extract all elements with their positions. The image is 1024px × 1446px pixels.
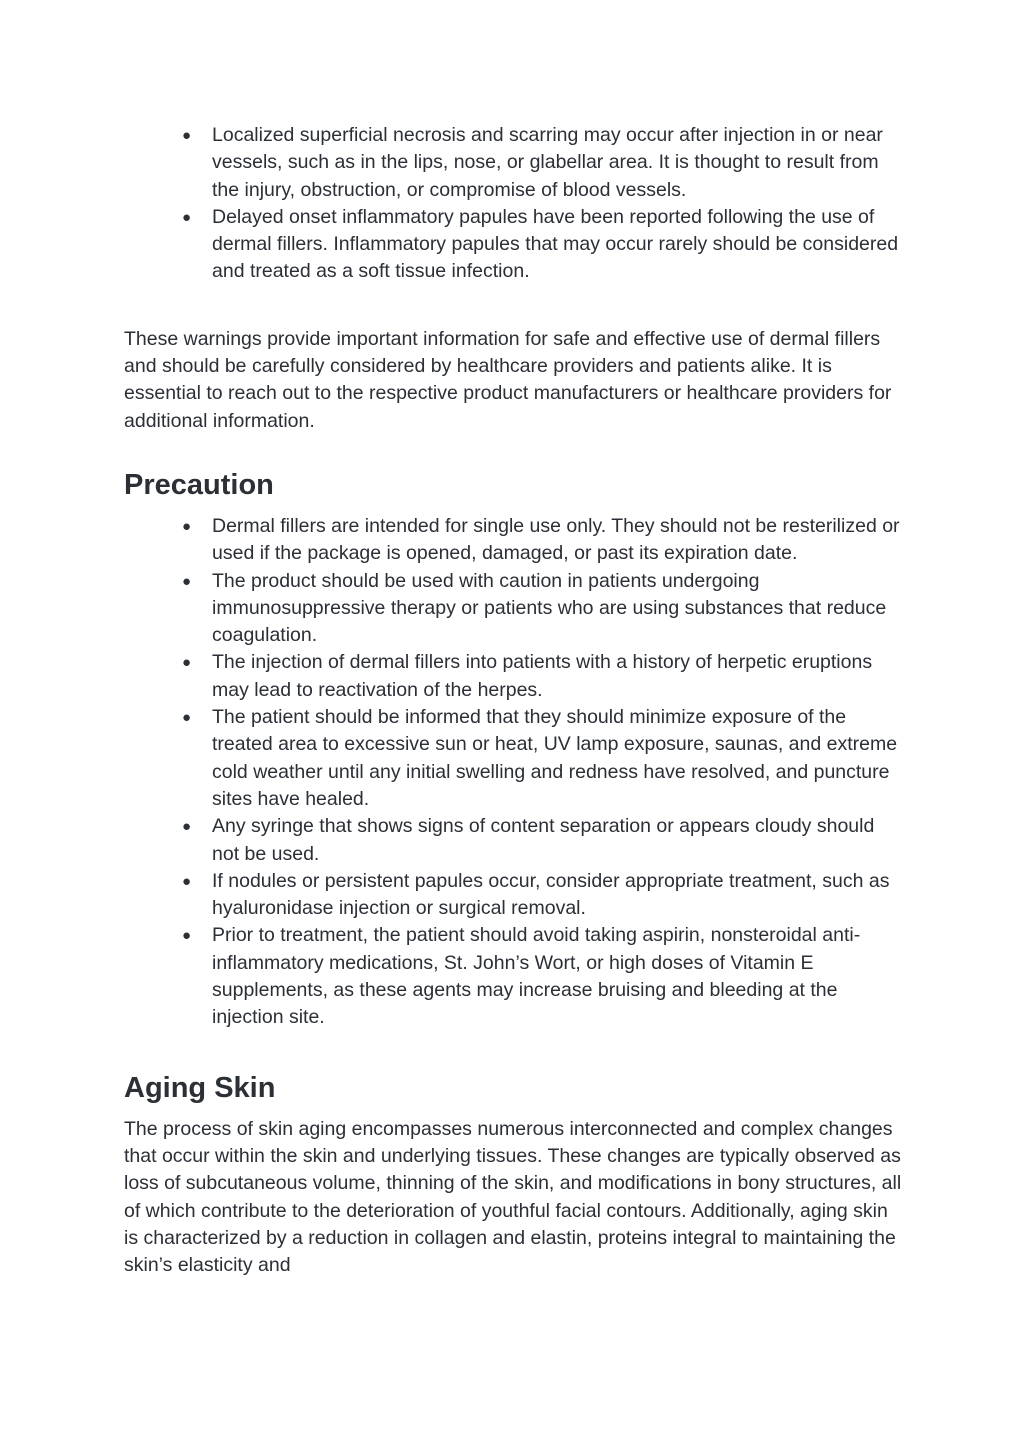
- bullet-icon: ●: [182, 127, 192, 144]
- list-item-text: Delayed onset inflammatory papules have been reported following the use of dermal fillers. Inflammatory papules that may occur rarely should be considered and treated as a soft tissue infection.: [212, 205, 899, 283]
- aging-skin-paragraph: The process of skin aging encompasses numerous interconnected and complex changes that occur within the skin and underlying tissues. These changes are typically observed as loss of subcutaneous volume, thinning of the skin, and modifications in bony structures, all of which contribute to the deterioration of youthful facial contours. Additionally, aging skin is characterized by a reduction in collagen and elastin, proteins integral to maintaining the skin’s elasticity and: [124, 1117, 902, 1277]
- list-item-text: Prior to treatment, the patient should avoid taking aspirin, nonsteroidal anti-inflammatory medications, St. John’s Wort, or high doses of Vitamin E supplements, as these agents may increase bruising and bleeding at the injection site.: [212, 924, 861, 1029]
- list-item: [182, 649, 904, 704]
- list-item-text: Dermal fillers are intended for single use only. They should not be resterilized or used if the package is opened, damaged, or past its expiration date.: [212, 514, 900, 565]
- list-item-text: If nodules or persistent papules occur, consider appropriate treatment, such as hyaluronidase injection or surgical removal.: [212, 869, 890, 920]
- warnings-summary-paragraph: These warnings provide important information for safe and effective use of dermal fillers and should be carefully considered by healthcare providers and patients alike. It is essential to reach out to the respective product manufacturers or healthcare providers for additional information.: [124, 327, 892, 432]
- list-item: [182, 813, 904, 868]
- list-item: [182, 868, 904, 923]
- list-item: [182, 568, 904, 650]
- list-item-text: The patient should be informed that they should minimize exposure of the treated area to excessive sun or heat, UV lamp exposure, saunas, and extreme cold weather until any initial swelling and redness have resolved, and puncture sites have healed.: [212, 706, 898, 810]
- list-item: [182, 513, 904, 568]
- bullet-icon: ●: [182, 517, 192, 535]
- bullet-icon: ●: [182, 654, 192, 672]
- list-item-text: Localized superficial necrosis and scarring may occur after injection in or near vessels, such as in the lips, nose, or glabellar area. It is thought to result from the injury, obstruction, or compromise of blood vessels.: [212, 124, 883, 201]
- bullet-icon: ●: [182, 872, 192, 890]
- precaution-bullet-list: [124, 513, 904, 1032]
- list-item: [182, 922, 904, 1031]
- list-item: [182, 704, 904, 813]
- precaution-heading: Precaution: [124, 468, 274, 501]
- bullet-icon: ●: [182, 818, 192, 836]
- list-item: [182, 122, 904, 204]
- aging-skin-heading: Aging Skin: [124, 1071, 276, 1104]
- intro-bullet-list: [124, 122, 904, 286]
- list-item-text: The injection of dermal fillers into patients with a history of herpetic eruptions may lead to reactivation of the herpes.: [212, 651, 873, 701]
- document-page: [124, 122, 904, 1279]
- bullet-icon: ●: [182, 208, 192, 226]
- list-item: [182, 204, 904, 286]
- bullet-icon: ●: [182, 709, 192, 727]
- bullet-icon: ●: [182, 572, 192, 590]
- list-item-text: Any syringe that shows signs of content separation or appears cloudy should not be used.: [212, 815, 875, 865]
- list-item-text: The product should be used with caution in patients undergoing immunosuppressive therapy or patients who are using substances that reduce coagulation.: [212, 569, 887, 647]
- bullet-icon: ●: [182, 927, 192, 945]
